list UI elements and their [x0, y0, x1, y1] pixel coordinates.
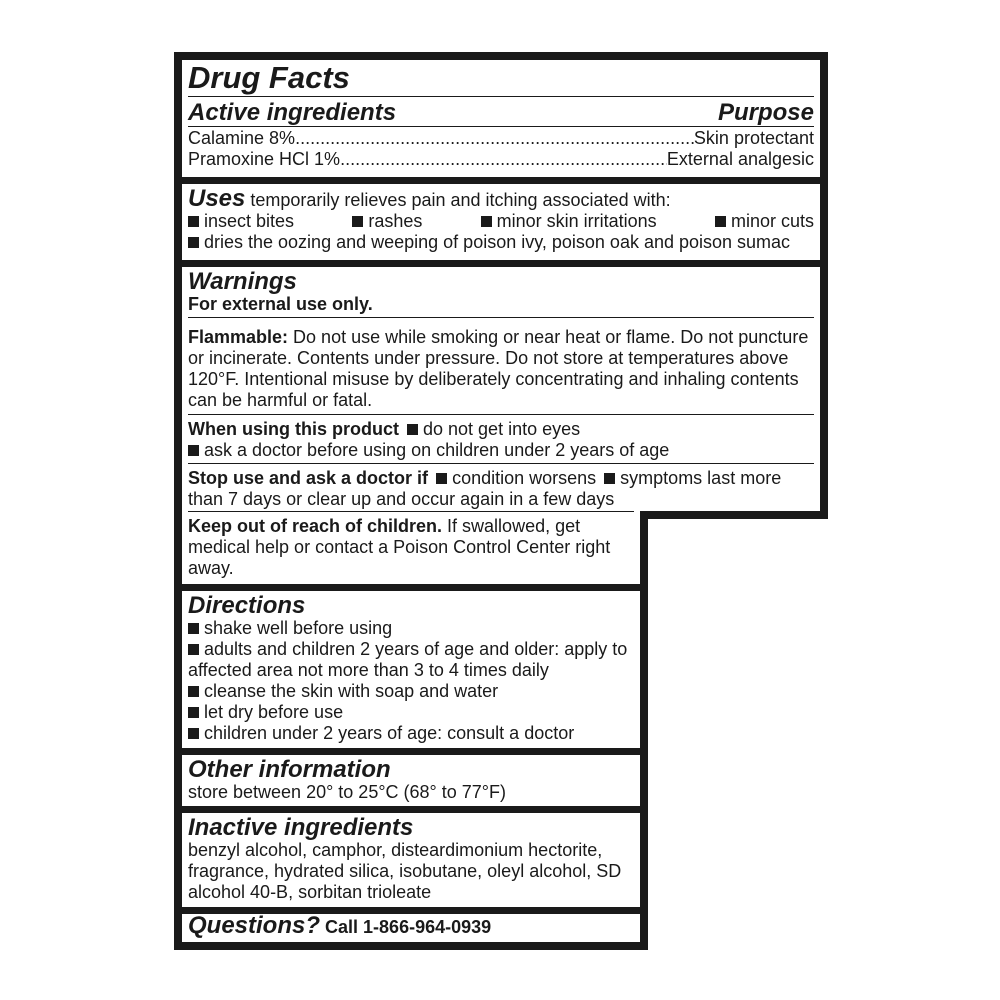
external-use-note: For external use only. [188, 294, 814, 318]
warnings-heading: Warnings [188, 268, 297, 295]
when-using-line: When using this product do not get into eyes [188, 419, 581, 439]
bullet-square-icon [481, 216, 492, 227]
bullet-square-icon [188, 445, 199, 456]
inactive-ingredients-text: benzyl alcohol, camphor, disteardimonium hectorite, fragrance, hydrated silica, isobutane, oleyl alcohol, SD alcohol 40-B, sorbitan trioleate [188, 840, 622, 902]
uses-intro-line [188, 184, 814, 211]
bullet-square-icon [188, 644, 199, 655]
bullet-square-icon [436, 473, 447, 484]
active-ingredients-header [188, 97, 814, 127]
bullet-square-icon [352, 216, 363, 227]
directions-list [188, 618, 634, 744]
bullet-square-icon [188, 216, 199, 227]
inactive-ingredients-panel [182, 813, 640, 907]
directions-heading: Directions [188, 592, 306, 619]
list-item: cleanse the skin with soap and water [188, 681, 634, 702]
when-using-line: ask a doctor before using on children under 2 years of age [188, 440, 814, 461]
other-information-panel [182, 755, 640, 806]
stop-use-section: Stop use and ask a doctor if condition worsens symptoms last more than 7 days or clear up and occur again in a few days [188, 468, 782, 509]
bullet-square-icon [188, 686, 199, 697]
questions-line [188, 914, 634, 940]
directions-panel [182, 591, 640, 748]
questions-heading: Questions? [188, 914, 321, 939]
storage-text: store between 20° to 25°C (68° to 77°F) [188, 782, 506, 802]
ingredient-purpose: Skin protectant [693, 128, 814, 148]
keep-out-label: Keep out of reach of children. [188, 516, 443, 536]
list-item: let dry before use [188, 702, 634, 723]
questions-panel [182, 914, 640, 942]
warnings-panel [182, 267, 820, 511]
list-item: adults and children 2 years of age and older: apply to affected area not more than 3 to 4 times daily [188, 639, 628, 680]
other-information-heading: Other information [188, 756, 391, 783]
keep-out-warning [188, 512, 634, 579]
leader-dots [340, 149, 667, 170]
active-ingredients-panel [182, 60, 820, 177]
list-item: shake well before using [188, 618, 634, 639]
uses-heading: Uses [188, 185, 246, 212]
ingredient-row [188, 128, 814, 149]
drug-facts-title: Drug Facts [188, 60, 814, 97]
flammable-label: Flammable: [188, 327, 289, 347]
when-using-label: When using this product [188, 419, 399, 439]
bullet-square-icon [715, 216, 726, 227]
ingredient-purpose: External analgesic [666, 149, 814, 169]
inactive-ingredients-heading: Inactive ingredients [188, 814, 414, 841]
flammable-text: Do not use while smoking or near heat or flame. Do not puncture or incinerate. Contents under pressure. Do not store at temperatures above 120°F. Intentional misuse by deliberately concentrating and inhaling contents can be harmful or fatal. [188, 327, 809, 410]
when-using-section [188, 415, 814, 463]
ingredient-name: Calamine 8% [188, 128, 296, 148]
bullet-square-icon [188, 707, 199, 718]
bullet-square-icon [188, 623, 199, 634]
ingredient-name: Pramoxine HCl 1% [188, 149, 341, 169]
list-item: children under 2 years of age: consult a doctor [188, 723, 634, 744]
bullet-square-icon [407, 424, 418, 435]
purpose-heading: Purpose [717, 99, 814, 126]
uses-intro: temporarily relieves pain and itching associated with: [250, 190, 671, 210]
questions-phone: Call 1-866-964-0939 [325, 917, 492, 937]
bullet-square-icon [188, 728, 199, 739]
uses-item: minor skin irritations [481, 211, 657, 232]
leader-dots [295, 128, 694, 149]
ingredient-row [188, 149, 814, 170]
uses-panel [182, 184, 820, 260]
keep-out-text: If swallowed, get medical help or contact a Poison Control Center right away. [188, 516, 611, 578]
uses-item: minor cuts [715, 211, 814, 232]
uses-list [188, 211, 814, 232]
stop-use-label: Stop use and ask a doctor if [188, 468, 429, 488]
keep-out-panel [182, 511, 640, 584]
bullet-square-icon [604, 473, 615, 484]
uses-item: rashes [352, 211, 422, 232]
uses-extra-item: dries the oozing and weeping of poison ivy, poison oak and poison sumac [188, 232, 814, 253]
active-ingredients-heading: Active ingredients [188, 99, 397, 126]
bullet-square-icon [188, 237, 199, 248]
flammable-warning [188, 318, 814, 414]
uses-item: insect bites [188, 211, 294, 232]
